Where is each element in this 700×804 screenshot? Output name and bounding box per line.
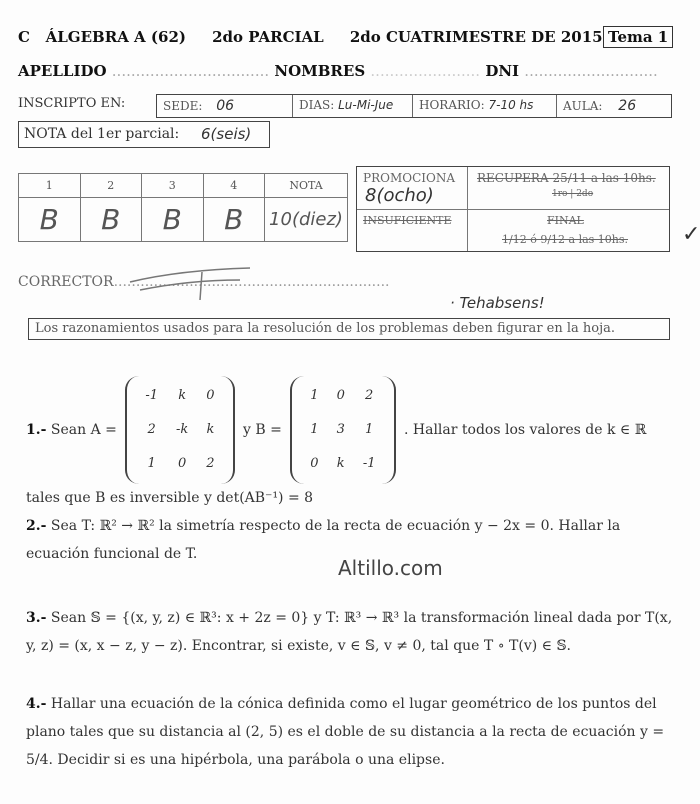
grade-header: 1 bbox=[19, 174, 81, 198]
header bbox=[18, 28, 603, 46]
matrix-entry: k bbox=[178, 388, 187, 403]
matrix-entry: -1 bbox=[145, 388, 158, 403]
aula-value: 26 bbox=[618, 98, 637, 114]
problem-number: 2.- bbox=[26, 518, 47, 534]
corrector-signature-icon bbox=[110, 262, 260, 302]
problem-text: tales que B es inversible y det(AB⁻¹) = 8 bbox=[26, 490, 314, 506]
apellido-label: APELLIDO bbox=[18, 62, 107, 80]
matrix-entry: 3 bbox=[336, 422, 345, 437]
dias-cell bbox=[293, 95, 413, 117]
sede-value: 06 bbox=[216, 98, 235, 114]
corrector-label: CORRECTOR bbox=[18, 274, 114, 290]
grade-header: 4 bbox=[203, 174, 265, 198]
nombres-label: NOMBRES bbox=[274, 62, 366, 80]
problem-text: Sean 𝕊 = {(x, y, z) ∈ ℝ³: x + 2z = 0} y T: ℝ³ → ℝ³ la transformación lineal dada por T(x, y, z) = (x, x − z, y − z). Encontrar, si existe, v ∈ 𝕊, v ≠ 0, tal que T ∘ T(v) ∈ 𝕊. bbox=[26, 610, 673, 654]
recupera-sub: 1ro | 2do bbox=[552, 189, 594, 199]
problem-text: y B = bbox=[243, 422, 282, 438]
problem-number: 1.- bbox=[26, 422, 47, 438]
sede-cell bbox=[157, 95, 293, 117]
nota-primer-label: NOTA del 1er parcial: bbox=[24, 126, 180, 142]
aula-cell bbox=[557, 95, 671, 117]
matrix-entry: k bbox=[336, 456, 345, 471]
grade-header: 3 bbox=[142, 174, 204, 198]
tema-badge: Tema 1 bbox=[603, 26, 673, 48]
watermark: Altillo.com bbox=[338, 556, 443, 580]
matrix-entry: 0 bbox=[310, 456, 319, 471]
problem-text: Sea T: ℝ² → ℝ² la simetría respecto de la recta de ecuación y − 2x = 0. Hallar la ecuación funcional de T. bbox=[26, 518, 621, 562]
sede-label: SEDE: bbox=[163, 99, 203, 113]
matrix-entry: 1 bbox=[310, 388, 319, 403]
notice-box: Los razonamientos usados para la resolución de los problemas deben figurar en la hoja. bbox=[28, 318, 670, 340]
grade-final-value: 10(diez) bbox=[265, 198, 348, 242]
matrix-entry: 1 bbox=[147, 456, 156, 471]
grades-header-row bbox=[19, 174, 348, 198]
grade-value: B bbox=[19, 198, 81, 242]
corrector-line: CORRECTOR.............................................................. bbox=[18, 274, 390, 290]
horario-cell bbox=[413, 95, 557, 117]
grades-table bbox=[18, 173, 348, 242]
matrix-entry: 0 bbox=[206, 388, 215, 403]
horario-value: 7-10 hs bbox=[488, 98, 534, 112]
exam-title: 2do PARCIAL bbox=[212, 28, 324, 46]
inscripto-box bbox=[156, 94, 672, 118]
matrix-entry: 2 bbox=[365, 388, 374, 403]
matrix-b bbox=[290, 376, 395, 484]
insuficiente-label: INSUFICIENTE bbox=[363, 214, 452, 227]
dias-value: Lu-Mi-Jue bbox=[338, 98, 394, 112]
matrix-entry: 2 bbox=[206, 456, 215, 471]
problem-text: . Hallar todos los valores de k ∈ ℝ bbox=[403, 422, 647, 438]
problem-1 bbox=[26, 376, 676, 512]
problem-text: Hallar una ecuación de la cónica definida como el lugar geométrico de los puntos del plano tales que su distancia al (2, 5) es el doble de su distancia a la recta de ecuación y = 5/4. Decidir si es una hipérbola, una parábola o una elipse. bbox=[26, 696, 665, 768]
result-box bbox=[356, 166, 670, 252]
matrix-entry: 1 bbox=[310, 422, 319, 437]
nota-primer-value: 6(seis) bbox=[201, 125, 252, 143]
matrix-entry: -k bbox=[176, 422, 189, 437]
promociona-label: PROMOCIONA bbox=[363, 171, 455, 185]
final-dates: 1/12 ó 9/12 a las 10hs. bbox=[502, 233, 629, 246]
grade-header: NOTA bbox=[265, 174, 348, 198]
nota-primer-box bbox=[18, 121, 270, 148]
dias-label: DIAS: bbox=[299, 98, 335, 112]
dni-label: DNI bbox=[485, 62, 520, 80]
corrector-note: · Tehabsens! bbox=[450, 294, 545, 312]
student-line: APELLIDO ................................. NOMBRES ....................... DNI ............................ bbox=[18, 62, 658, 80]
recupera-label: RECUPERA 25/11 a las 10hs. bbox=[477, 171, 656, 185]
matrix-entry: 1 bbox=[365, 422, 374, 437]
matrix-entry: k bbox=[206, 422, 215, 437]
matrix-a bbox=[125, 376, 234, 484]
header-letter: C bbox=[18, 28, 30, 46]
matrix-entry: -1 bbox=[362, 456, 376, 471]
grade-value: B bbox=[142, 198, 204, 242]
grades-value-row bbox=[19, 198, 348, 242]
inscripto-label: INSCRIPTO EN: bbox=[18, 96, 126, 111]
problem-3 bbox=[26, 604, 676, 660]
grade-value: B bbox=[80, 198, 142, 242]
term-title: 2do CUATRIMESTRE DE 2015 bbox=[349, 28, 603, 46]
promociona-value: 8(ocho) bbox=[365, 185, 434, 206]
problem-4 bbox=[26, 690, 676, 774]
final-label: FINAL bbox=[547, 214, 584, 227]
check-mark-icon: ✓ bbox=[682, 222, 700, 247]
problem-text: Sean A = bbox=[50, 422, 117, 438]
matrix-entry: 0 bbox=[336, 388, 345, 403]
aula-label: AULA: bbox=[563, 99, 603, 113]
course-title: ÁLGEBRA A (62) bbox=[45, 28, 186, 46]
matrix-entry: 0 bbox=[178, 456, 187, 471]
grade-value: B bbox=[203, 198, 265, 242]
problem-number: 4.- bbox=[26, 696, 47, 712]
matrix-entry: 2 bbox=[147, 422, 156, 437]
grade-header: 2 bbox=[80, 174, 142, 198]
problem-number: 3.- bbox=[26, 610, 47, 626]
horario-label: HORARIO: bbox=[419, 98, 485, 112]
